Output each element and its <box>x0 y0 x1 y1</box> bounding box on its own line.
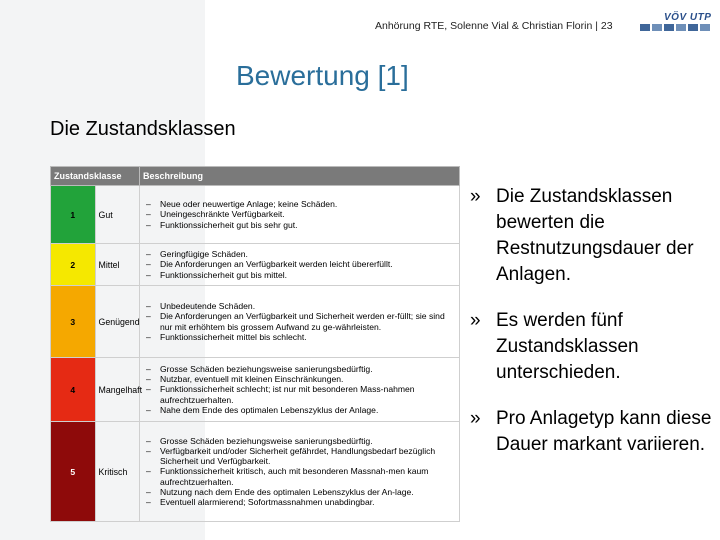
description-item: – Neue oder neuwertige Anlage; keine Schäden. <box>146 199 456 209</box>
bullet-text: Es werden fünf Zustandsklassen unterschieden. <box>496 310 639 383</box>
description-item: – Funktionssicherheit schlecht; ist nur mit besonderen Mass-nahmen aufrechtzuerhalten. <box>146 384 456 404</box>
class-description <box>140 358 460 422</box>
class-description <box>140 286 460 358</box>
class-description <box>140 422 460 522</box>
header-zustandsklasse: Zustandsklasse <box>51 167 140 186</box>
class-label: Mittel <box>95 244 140 286</box>
bullet-text: Pro Anlagetyp kann diese Dauer markant variieren. <box>496 408 712 455</box>
logo-text: VÖV UTP <box>664 12 712 23</box>
table-row <box>51 244 460 286</box>
description-item: – Funktionssicherheit gut bis sehr gut. <box>146 220 456 230</box>
description-item: – Geringfügige Schäden. <box>146 249 456 259</box>
description-item: – Nutzung nach dem Ende des optimalen Lebenszyklus der An-lage. <box>146 487 456 497</box>
description-item: – Die Anforderungen an Verfügbarkeit und Sicherheit werden er-füllt; sie sind nur mit erhöhtem bis grossem Aufwand zu ge-währleisten. <box>146 311 456 331</box>
class-number: 4 <box>51 358 96 422</box>
class-label: Gut <box>95 186 140 244</box>
table-row <box>51 358 460 422</box>
slide-header: Anhörung RTE, Solenne Vial & Christian Florin | 23 <box>375 20 613 32</box>
class-number: 2 <box>51 244 96 286</box>
slide-subtitle: Die Zustandsklassen <box>50 118 236 140</box>
class-number: 1 <box>51 186 96 244</box>
condition-class-table <box>50 166 460 507</box>
class-number: 5 <box>51 422 96 522</box>
description-item: – Nahe dem Ende des optimalen Lebenszyklus der Anlage. <box>146 405 456 415</box>
voev-utp-logo <box>640 12 712 34</box>
bullet-text: Die Zustandsklassen bewerten die Restnutzungsdauer der Anlagen. <box>496 186 694 285</box>
description-item: – Unbedeutende Schäden. <box>146 301 456 311</box>
class-number: 3 <box>51 286 96 358</box>
description-item: – Die Anforderungen an Verfügbarkeit werden leicht übererfüllt. <box>146 259 456 269</box>
description-item: – Grosse Schäden beziehungsweise sanierungsbedürftig. <box>146 364 456 374</box>
description-item: – Verfügbarkeit und/oder Sicherheit gefährdet, Handlungsbedarf bezüglich Sicherheit und Verfügbarkeit. <box>146 446 456 466</box>
table-header-row <box>51 167 460 186</box>
class-label: Genügend <box>95 286 140 358</box>
description-item: – Funktionssicherheit kritisch, auch mit besonderen Massnah-men kaum aufrechtzuerhalten. <box>146 466 456 486</box>
bullet-mark: » <box>470 186 481 207</box>
bullet-item <box>470 406 715 458</box>
slide-title: Bewertung [1] <box>236 60 409 91</box>
header-beschreibung: Beschreibung <box>140 167 460 186</box>
description-item: – Grosse Schäden beziehungsweise sanierungsbedürftig. <box>146 436 456 446</box>
bullet-mark: » <box>470 310 481 331</box>
description-item: – Uneingeschränkte Verfügbarkeit. <box>146 209 456 219</box>
table-row <box>51 286 460 358</box>
bullet-mark: » <box>470 408 481 429</box>
class-description <box>140 186 460 244</box>
class-description <box>140 244 460 286</box>
table-row <box>51 186 460 244</box>
bullet-item <box>470 184 715 288</box>
class-label: Kritisch <box>95 422 140 522</box>
description-item: – Nutzbar, eventuell mit kleinen Einschränkungen. <box>146 374 456 384</box>
description-item: – Eventuell alarmierend; Sofortmassnahmen unabdingbar. <box>146 497 456 507</box>
bullet-item <box>470 308 715 386</box>
bullet-list <box>470 184 715 478</box>
table-row <box>51 422 460 522</box>
description-item: – Funktionssicherheit mittel bis schlecht. <box>146 332 456 342</box>
description-item: – Funktionssicherheit gut bis mittel. <box>146 270 456 280</box>
logo-bars <box>640 24 710 31</box>
class-label: Mangelhaft <box>95 358 140 422</box>
